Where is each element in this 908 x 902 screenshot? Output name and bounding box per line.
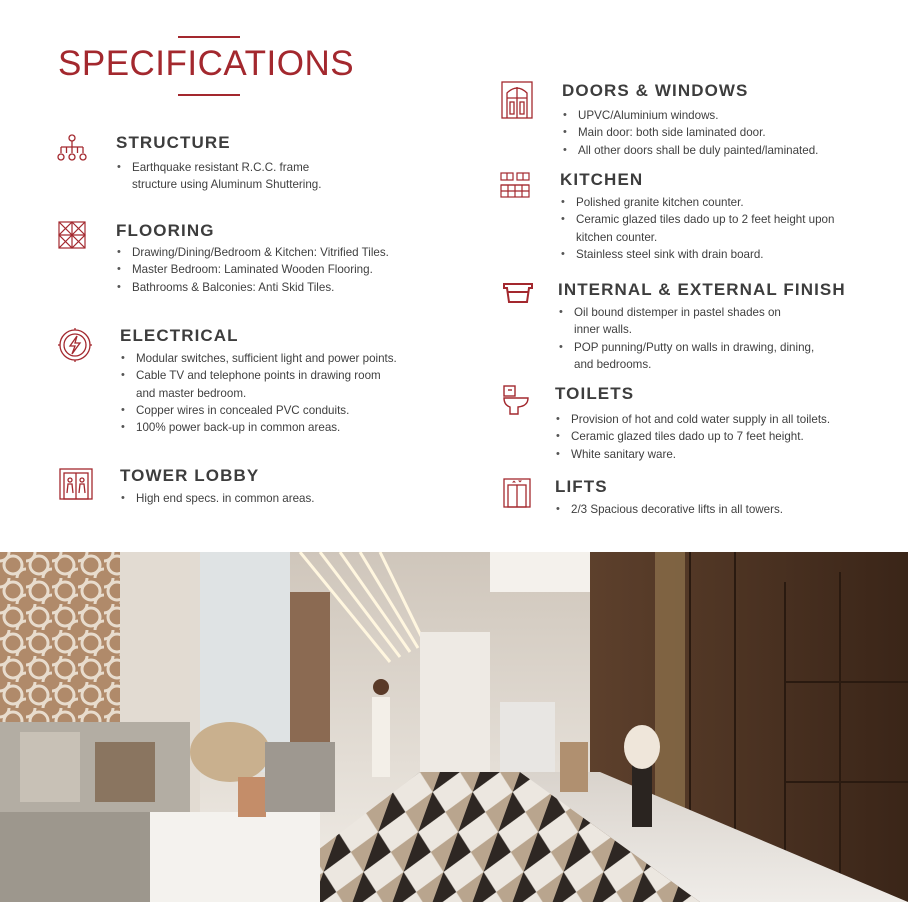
finish-list xyxy=(558,304,814,373)
section-tower-lobby xyxy=(56,466,456,516)
list-item-continuation xyxy=(116,176,321,193)
lifts-list xyxy=(555,501,783,518)
list-item: • Oil bound distemper in pastel shades on xyxy=(558,304,814,321)
list-item-text: inner walls. xyxy=(574,323,632,337)
electrical-heading: ELECTRICAL xyxy=(120,326,239,345)
list-item-text: kitchen counter. xyxy=(576,230,658,244)
list-item: • POP punning/Putty on walls in drawing, dining, xyxy=(558,339,814,356)
list-item: • High end specs. in common areas. xyxy=(120,490,315,507)
doors-windows-list xyxy=(562,107,818,159)
lifts-heading: LIFTS xyxy=(555,477,608,496)
section-doors-windows xyxy=(500,81,900,161)
electrical-list xyxy=(120,350,397,436)
tower-lobby-heading: TOWER LOBBY xyxy=(120,466,260,485)
kitchen-cabinet-icon xyxy=(500,172,530,198)
list-item-continuation xyxy=(558,321,814,338)
toilets-heading: TOILETS xyxy=(555,384,635,403)
list-item: • White sanitary ware. xyxy=(555,446,830,463)
hierarchy-icon xyxy=(56,133,88,165)
list-item: • Bathrooms & Balconies: Anti Skid Tiles. xyxy=(116,279,389,296)
section-toilets xyxy=(500,384,900,464)
list-item: • All other doors shall be duly painted/laminated. xyxy=(562,142,818,159)
toilet-icon xyxy=(502,384,530,416)
list-item: • Cable TV and telephone points in drawing room xyxy=(120,367,397,384)
kitchen-heading: KITCHEN xyxy=(560,170,644,189)
tile-pattern-icon xyxy=(58,221,86,249)
list-item: • Ceramic glazed tiles dado up to 7 feet height. xyxy=(555,428,830,445)
list-item: • Stainless steel sink with drain board. xyxy=(560,246,834,263)
lift-icon xyxy=(503,478,531,508)
list-item-text: structure using Aluminum Shuttering. xyxy=(132,178,322,192)
paint-bucket-icon xyxy=(502,280,534,304)
section-electrical xyxy=(56,326,476,446)
list-item: • Main door: both side laminated door. xyxy=(562,124,818,141)
flooring-heading: FLOORING xyxy=(116,221,215,240)
section-structure xyxy=(56,133,456,203)
door-icon xyxy=(500,81,534,119)
list-item: • 2/3 Spacious decorative lifts in all towers. xyxy=(555,501,783,518)
toilets-list xyxy=(555,411,830,463)
kitchen-list xyxy=(560,194,834,263)
list-item-continuation xyxy=(120,385,397,402)
tower-lobby-list xyxy=(120,490,315,507)
list-item: • 100% power back-up in common areas. xyxy=(120,419,397,436)
list-item: • UPVC/Aluminium windows. xyxy=(562,107,818,124)
finish-heading: INTERNAL & EXTERNAL FINISH xyxy=(558,280,846,299)
section-kitchen xyxy=(500,170,900,270)
title-rule-bottom xyxy=(178,94,240,96)
page-title: SPECIFICATIONS xyxy=(58,44,355,83)
section-lifts xyxy=(500,477,900,527)
list-item: • Copper wires in concealed PVC conduits. xyxy=(120,402,397,419)
doors-windows-heading: DOORS & WINDOWS xyxy=(562,81,749,100)
structure-list xyxy=(116,159,321,194)
list-item: • Modular switches, sufficient light and power points. xyxy=(120,350,397,367)
lobby-photo xyxy=(0,552,908,902)
list-item: • Master Bedroom: Laminated Wooden Flooring. xyxy=(116,261,389,278)
list-item-text: and bedrooms. xyxy=(574,357,652,371)
list-item: • Provision of hot and cold water supply in all toilets. xyxy=(555,411,830,428)
lightning-bolt-icon xyxy=(57,327,93,363)
section-finish xyxy=(500,280,900,380)
list-item-text: and master bedroom. xyxy=(136,386,247,400)
list-item: • Polished granite kitchen counter. xyxy=(560,194,834,211)
structure-heading: STRUCTURE xyxy=(116,133,231,152)
section-flooring xyxy=(56,221,456,301)
list-item-continuation xyxy=(560,229,834,246)
list-item: • Drawing/Dining/Bedroom & Kitchen: Vitrified Tiles. xyxy=(116,244,389,261)
elevator-lobby-icon xyxy=(59,467,93,501)
list-item: • Earthquake resistant R.C.C. frame xyxy=(116,159,321,176)
title-rule-top xyxy=(178,36,240,38)
list-item-continuation xyxy=(558,356,814,373)
list-item: • Ceramic glazed tiles dado up to 2 feet height upon xyxy=(560,211,834,228)
flooring-list xyxy=(116,244,389,296)
